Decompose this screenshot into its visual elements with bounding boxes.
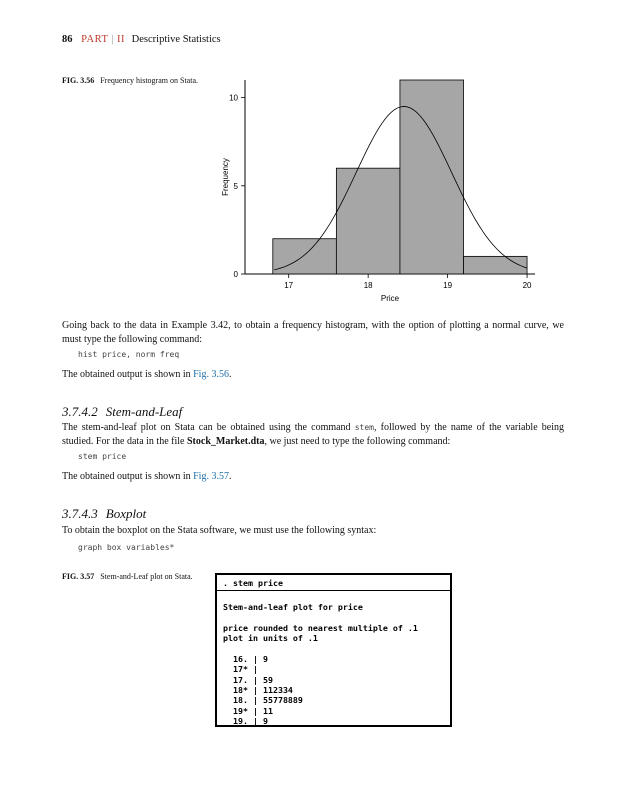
paragraph-output-356: The obtained output is shown in Fig. 3.56. xyxy=(62,369,232,380)
y-axis-label: Frequency xyxy=(221,158,230,196)
section-heading-stem-and-leaf: 3.7.4.2 Stem-and-Leaf xyxy=(62,404,183,419)
histogram-bar xyxy=(463,256,527,274)
y-tick-label: 10 xyxy=(229,93,238,103)
stem-row: 17. | 59 xyxy=(223,674,273,685)
stem-row: 18* | 112334 xyxy=(223,685,293,696)
figure-356-caption xyxy=(62,76,198,85)
x-ticks xyxy=(284,274,532,290)
stata-heading: Stem-and-leaf plot for price xyxy=(223,601,363,612)
x-tick-label: 20 xyxy=(522,281,532,290)
histogram-bar xyxy=(273,239,337,274)
x-tick-label: 19 xyxy=(443,281,453,290)
file-name: Stock_Market.dta xyxy=(186,435,265,447)
stem-row: 19* | 11 xyxy=(223,705,273,716)
code-stem-command: stem price xyxy=(78,452,127,461)
stata-output-window xyxy=(215,573,452,727)
inline-code-stem: stem xyxy=(354,423,374,432)
frequency-histogram xyxy=(215,76,550,308)
paragraph-boxplot-intro: To obtain the boxplot on the Stata software, we must use the following syntax: xyxy=(62,525,377,536)
x-axis-label: Price xyxy=(380,294,400,303)
stata-command-line: . stem price xyxy=(217,575,450,591)
histogram-bar xyxy=(336,168,400,274)
figure-357-caption xyxy=(62,572,193,581)
y-ticks xyxy=(229,94,245,279)
x-tick-label: 18 xyxy=(363,281,373,290)
paragraph-stem-intro: The stem-and-leaf plot on Stata can be obtained using the command stem, followed by the name of the variable being studied. For the data in the file Stock_Market.dta, we just need to type the following command: xyxy=(62,422,565,447)
code-hist-command: hist price, norm freq xyxy=(78,350,180,359)
figure-357-text: Stem-and-Leaf plot on Stata. xyxy=(100,572,193,581)
stem-row: 18. | 55778889 xyxy=(223,695,303,706)
paragraph-histogram-intro: Going back to the data in Example 3.42, to obtain a frequency histogram, with the option of plotting a normal curve, we must type the following command: xyxy=(62,320,564,345)
stata-note-rounding: price rounded to nearest multiple of .1 xyxy=(223,622,418,633)
stem-row: 16. | 9 xyxy=(223,653,268,664)
stata-note-units: plot in units of .1 xyxy=(223,633,318,644)
figure-357-label: FIG. 3.57 xyxy=(62,572,95,581)
link-fig-357[interactable]: Fig. 3.57 xyxy=(193,471,229,482)
page-number: 86 xyxy=(62,34,73,45)
part-label: PART | II xyxy=(81,34,126,45)
figure-356-text: Frequency histogram on Stata. xyxy=(100,76,198,85)
link-fig-356[interactable]: Fig. 3.56 xyxy=(193,369,229,380)
running-header xyxy=(62,34,221,45)
code-graph-box: graph box variables* xyxy=(78,543,175,552)
section-heading-boxplot: 3.7.4.3 Boxplot xyxy=(62,506,147,521)
histogram-bars xyxy=(273,80,527,274)
figure-356-label: FIG. 3.56 xyxy=(62,76,95,85)
y-tick-label: 5 xyxy=(233,181,238,191)
stem-row: 19. | 9 xyxy=(223,716,268,727)
y-tick-label: 0 xyxy=(233,270,238,279)
stem-row: 17* | xyxy=(223,664,258,675)
x-tick-label: 17 xyxy=(284,281,294,290)
section-title: Descriptive Statistics xyxy=(131,34,221,45)
paragraph-output-357: The obtained output is shown in Fig. 3.57. xyxy=(62,471,232,482)
